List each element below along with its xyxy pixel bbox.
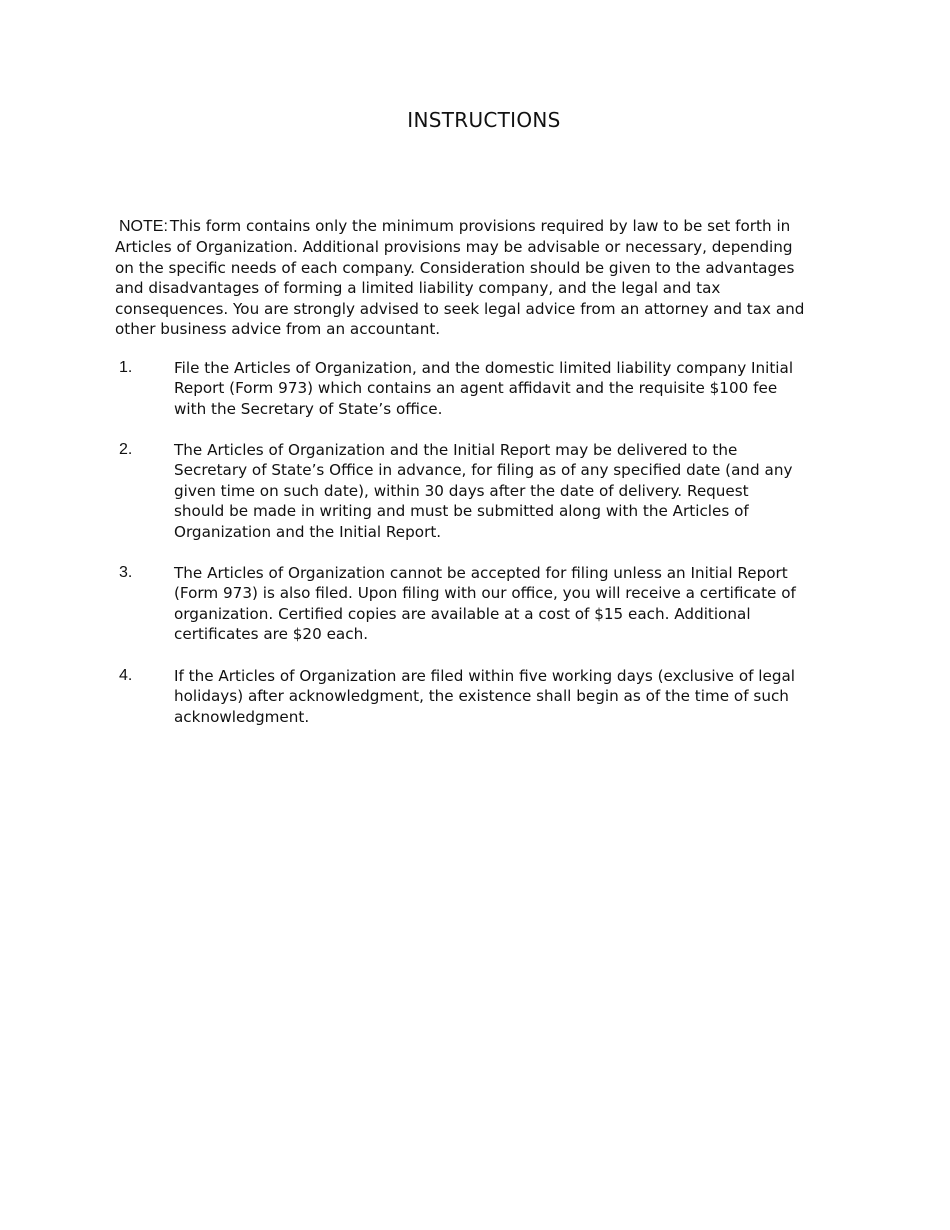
list-item-text: The Articles of Organization cannot be accepted for filing unless an Initial Report (Form 973) is also filed. Upon filing with our office, you will receive a certificate of organization. Certified copies are available at a cost of $15 each. Additional certificates are $20 each. [174,564,796,644]
page-title: INSTRUCTIONS [407,108,561,132]
list-item-number: 2. [119,441,133,458]
list-item-number: 4. [119,667,133,684]
note-paragraph [115,216,805,339]
note-text: This form contains only the minimum provisions required by law to be set forth in Articles of Organization. Additional provisions may be advisable or necessary, depending on the specific needs of each company. Consideration should be given to the advantages and disadvantages of forming a limited liability company, and the legal and tax consequences. You are strongly advised to seek legal advice from an attorney and tax and other business advice from an accountant. [115,217,805,339]
list-item-number: 3. [119,564,133,581]
list-item-text: The Articles of Organization and the Initial Report may be delivered to the Secretary of State’s Office in advance, for filing as of any specified date (and any given time on such date), within 30 days after the date of delivery. Request should be made in writing and must be submitted along with the Articles of Organization and the Initial Report. [174,441,793,541]
list-item-text: If the Articles of Organization are filed within five working days (exclusive of legal holidays) after acknowledgment, the existence shall begin as of the time of such acknowledgment. [174,667,796,726]
list-item-text: File the Articles of Organization, and the domestic limited liability company Initial Report (Form 973) which contains an agent affidavit and the requisite $100 fee with the Secretary of State’s office. [174,359,794,418]
list-item-number: 1. [119,359,133,376]
note-label: NOTE: [119,218,168,235]
